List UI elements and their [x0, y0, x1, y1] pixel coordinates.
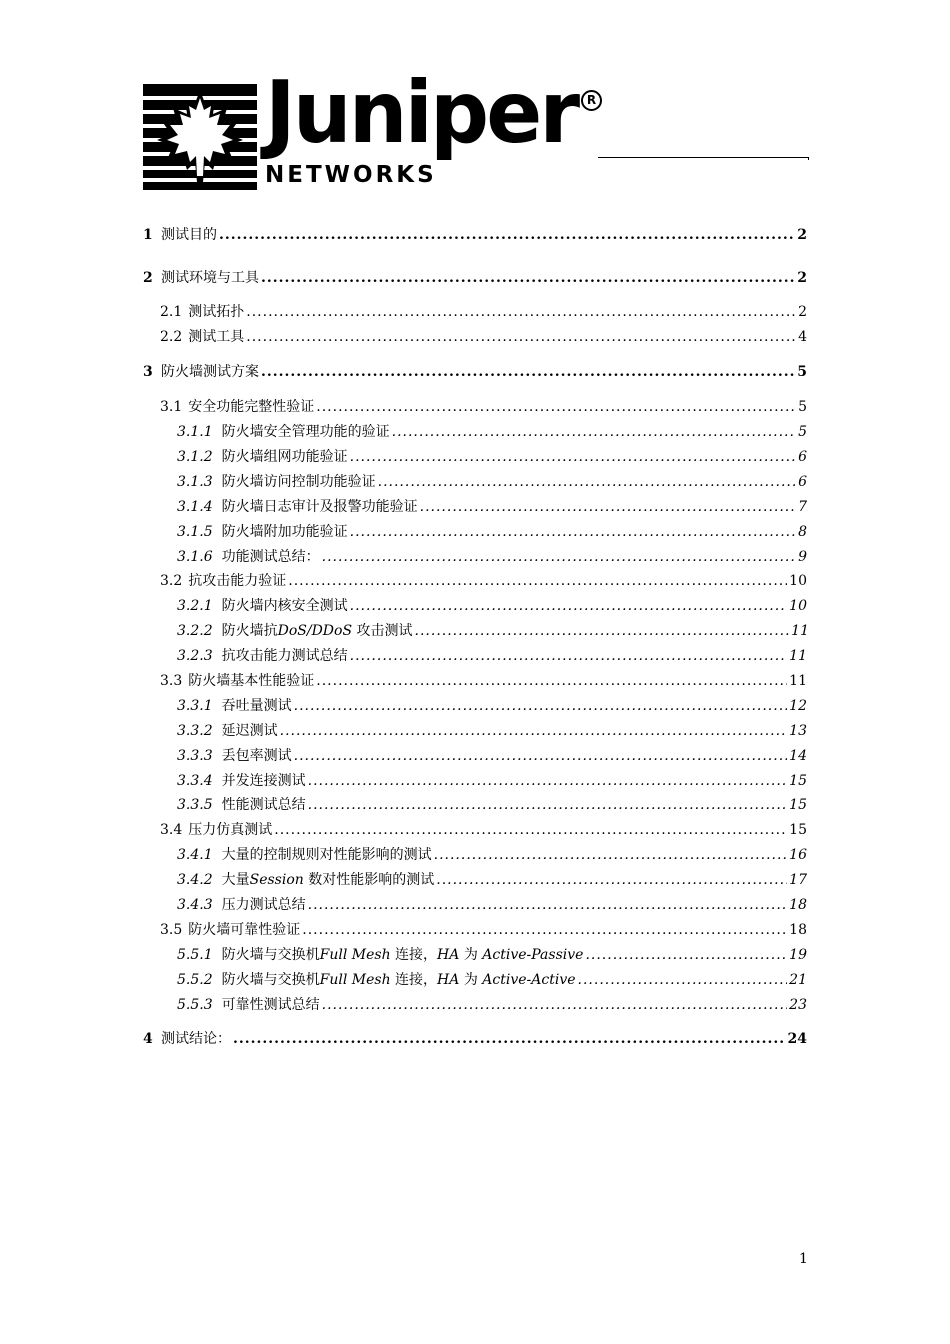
toc-entry-page: 5 — [798, 424, 807, 440]
toc-entry-label: 大量Session 数对性能影响的测试 — [221, 872, 435, 888]
toc-entry-number: 5.5.2 — [177, 972, 213, 988]
toc-entry-label: 测试拓扑 — [188, 304, 245, 320]
toc-leader-dots — [350, 595, 788, 617]
toc-entry-number: 3.1.3 — [177, 474, 213, 490]
toc-entry[interactable] — [160, 326, 807, 348]
toc-entry-page: 11 — [789, 648, 807, 664]
toc-entry-number: 5.5.3 — [177, 997, 213, 1013]
logo-wordmark: Juniper — [265, 63, 578, 163]
toc-entry[interactable] — [177, 869, 807, 891]
toc-entry-page: 2 — [797, 270, 807, 286]
toc-entry[interactable] — [177, 446, 807, 468]
toc-entry-number: 5.5.1 — [177, 947, 213, 963]
toc-entry-label: 可靠性测试总结 — [221, 997, 320, 1013]
toc-entry[interactable] — [177, 894, 807, 916]
toc-entry-label: 防火墙与交换机Full Mesh 连接，HA 为 Active-Active — [221, 972, 576, 988]
toc-entry-page: 6 — [798, 474, 807, 490]
toc-leader-dots — [322, 546, 796, 568]
toc-entry-number: 3.1.4 — [177, 499, 213, 515]
toc-entry-page: 24 — [787, 1031, 807, 1047]
toc-entry-label: 抗攻击能力验证 — [188, 573, 287, 589]
toc-leader-dots — [302, 919, 787, 941]
toc-entry[interactable] — [160, 819, 807, 841]
toc-entry-page: 8 — [798, 524, 807, 540]
toc-entry[interactable] — [143, 224, 807, 246]
toc-entry-label: 防火墙内核安全测试 — [221, 598, 348, 614]
toc-leader-dots — [261, 267, 795, 289]
toc-entry[interactable] — [160, 919, 807, 941]
toc-leader-dots — [316, 670, 787, 692]
toc-entry-number: 3.4.1 — [177, 847, 213, 863]
toc-leader-dots — [322, 994, 788, 1016]
registered-mark-icon: R — [581, 90, 602, 111]
toc-entry-page: 7 — [798, 499, 807, 515]
toc-entry-number: 3.3.3 — [177, 748, 213, 764]
toc-entry-page: 12 — [789, 698, 807, 714]
toc-entry[interactable] — [177, 620, 809, 642]
toc-entry[interactable] — [177, 745, 807, 767]
toc-entry-label: 性能测试总结 — [221, 797, 306, 813]
toc-entry-number: 3.1 — [160, 399, 183, 415]
toc-entry-label: 防火墙附加功能验证 — [221, 524, 348, 540]
leaf-logo-icon — [143, 84, 257, 190]
toc-entry-number: 3.3.4 — [177, 773, 213, 789]
toc-entry[interactable] — [177, 645, 807, 667]
toc-leader-dots — [294, 745, 788, 767]
toc-entry[interactable] — [160, 670, 807, 692]
toc-leader-dots — [219, 224, 795, 246]
toc-entry-page: 2 — [798, 304, 807, 320]
toc-entry-label: 安全功能完整性验证 — [188, 399, 315, 415]
toc-entry-label: 并发连接测试 — [221, 773, 306, 789]
toc-entry-label: 功能测试总结： — [221, 549, 320, 565]
toc-entry-number: 2.1 — [160, 304, 183, 320]
toc-leader-dots — [246, 326, 796, 348]
toc-leader-dots — [392, 421, 796, 443]
toc-entry-page: 18 — [789, 897, 807, 913]
toc-leader-dots — [420, 496, 796, 518]
toc-leader-dots — [288, 570, 787, 592]
toc-entry-page: 11 — [789, 673, 807, 689]
toc-entry[interactable] — [177, 720, 807, 742]
toc-entry-number: 3.2.2 — [177, 623, 213, 639]
toc-leader-dots — [434, 844, 788, 866]
toc-entry-number: 3.4 — [160, 822, 183, 838]
toc-entry[interactable] — [177, 994, 807, 1016]
toc-entry-number: 3.3.5 — [177, 797, 213, 813]
toc-entry-page: 14 — [789, 748, 807, 764]
toc-entry-number: 3.4.3 — [177, 897, 213, 913]
toc-entry[interactable] — [143, 1028, 807, 1050]
toc-entry[interactable] — [177, 496, 807, 518]
toc-entry-label: 吞吐量测试 — [221, 698, 292, 714]
toc-entry[interactable] — [160, 570, 807, 592]
toc-entry-page: 21 — [789, 972, 807, 988]
toc-entry-number: 3.4.2 — [177, 872, 213, 888]
header-rule — [598, 157, 808, 158]
toc-entry-number: 4 — [143, 1031, 153, 1047]
toc-leader-dots — [585, 944, 787, 966]
toc-entry-page: 2 — [797, 227, 807, 243]
toc-entry-number: 1 — [143, 227, 153, 243]
toc-entry[interactable] — [160, 301, 807, 323]
toc-leader-dots — [350, 446, 796, 468]
toc-entry-label: 大量的控制规则对性能影响的测试 — [221, 847, 432, 863]
toc-leader-dots — [378, 471, 796, 493]
toc-leader-dots — [350, 521, 796, 543]
toc-leader-dots — [578, 969, 788, 991]
toc-entry-label: 防火墙测试方案 — [161, 364, 259, 380]
toc-entry-label: 防火墙安全管理功能的验证 — [221, 424, 390, 440]
toc-entry[interactable] — [177, 471, 807, 493]
toc-entry-label: 抗攻击能力测试总结 — [221, 648, 348, 664]
toc-entry-number: 3.2 — [160, 573, 183, 589]
toc-entry[interactable] — [177, 969, 807, 991]
toc-entry-page: 6 — [798, 449, 807, 465]
toc-entry-page: 5 — [798, 399, 807, 415]
toc-leader-dots — [308, 894, 788, 916]
toc-entry-label: 防火墙抗DoS/DDoS 攻击测试 — [221, 623, 413, 639]
toc-entry-label: 测试结论： — [161, 1031, 231, 1047]
toc-entry-number: 2.2 — [160, 329, 183, 345]
toc-leader-dots — [261, 361, 795, 383]
toc-leader-dots — [350, 645, 788, 667]
toc-entry-number: 3.2.3 — [177, 648, 213, 664]
toc-entry-page: 13 — [789, 723, 807, 739]
toc-entry-label: 防火墙可靠性验证 — [188, 922, 301, 938]
page-number: 1 — [799, 1251, 808, 1267]
toc-entry[interactable] — [143, 267, 807, 289]
toc-entry-label: 压力仿真测试 — [188, 822, 273, 838]
toc-entry-label: 防火墙与交换机Full Mesh 连接，HA 为 Active-Passive — [221, 947, 584, 963]
toc-leader-dots — [233, 1028, 786, 1050]
toc-entry-number: 3 — [143, 364, 153, 380]
toc-entry-number: 2 — [143, 270, 153, 286]
toc-leader-dots — [274, 819, 787, 841]
toc-entry-label: 测试目的 — [161, 227, 217, 243]
toc-leader-dots — [316, 396, 796, 418]
toc-entry[interactable] — [177, 794, 807, 816]
toc-entry-page: 15 — [789, 797, 807, 813]
logo-subtitle: NETWORKS — [265, 162, 437, 188]
toc-entry-page: 15 — [789, 773, 807, 789]
toc-entry[interactable] — [160, 396, 807, 418]
toc-entry-label: 测试环境与工具 — [161, 270, 259, 286]
toc-entry-label: 延迟测试 — [221, 723, 278, 739]
toc-entry-page: 4 — [798, 329, 807, 345]
toc-leader-dots — [308, 794, 788, 816]
toc-entry[interactable] — [177, 521, 807, 543]
toc-entry-label: 测试工具 — [188, 329, 245, 345]
toc-entry-label: 丢包率测试 — [221, 748, 292, 764]
toc-entry-number: 3.3.1 — [177, 698, 213, 714]
toc-leader-dots — [415, 620, 790, 642]
header-rule-tick — [808, 157, 809, 160]
toc-entry-number: 3.3 — [160, 673, 183, 689]
toc-entry[interactable] — [177, 421, 807, 443]
toc-entry-label: 防火墙基本性能验证 — [188, 673, 315, 689]
toc-entry[interactable] — [143, 361, 807, 383]
toc-entry-number: 3.5 — [160, 922, 183, 938]
toc-entry-page: 9 — [798, 549, 807, 565]
toc-entry[interactable] — [177, 944, 807, 966]
toc-entry-label: 防火墙访问控制功能验证 — [221, 474, 376, 490]
toc-entry-page: 19 — [789, 947, 807, 963]
toc-entry-page: 18 — [789, 922, 807, 938]
toc-entry-page: 16 — [789, 847, 807, 863]
toc-leader-dots — [436, 869, 787, 891]
toc-entry-page: 10 — [789, 598, 807, 614]
toc-entry-page: 23 — [789, 997, 807, 1013]
juniper-logo — [143, 63, 613, 194]
toc-entry-number: 3.1.1 — [177, 424, 213, 440]
toc-entry-number: 3.3.2 — [177, 723, 213, 739]
toc-entry[interactable] — [177, 695, 807, 717]
toc-entry-number: 3.1.6 — [177, 549, 213, 565]
toc-leader-dots — [294, 695, 788, 717]
toc-entry-label: 防火墙日志审计及报警功能验证 — [221, 499, 418, 515]
toc-entry[interactable] — [177, 595, 807, 617]
toc-entry-number: 3.1.2 — [177, 449, 213, 465]
toc-entry[interactable] — [177, 546, 807, 568]
toc-entry-label: 压力测试总结 — [221, 897, 306, 913]
toc-entry[interactable] — [177, 770, 807, 792]
toc-entry[interactable] — [177, 844, 807, 866]
toc-entry-page: 5 — [797, 364, 807, 380]
toc-entry-label: 防火墙组网功能验证 — [221, 449, 348, 465]
toc-entry-page: 15 — [789, 822, 807, 838]
toc-leader-dots — [308, 770, 788, 792]
toc-leader-dots — [280, 720, 788, 742]
toc-entry-number: 3.2.1 — [177, 598, 213, 614]
toc-entry-number: 3.1.5 — [177, 524, 213, 540]
toc-leader-dots — [246, 301, 796, 323]
toc-entry-page: 17 — [789, 872, 807, 888]
toc-entry-page: 11 — [791, 623, 809, 639]
toc-entry-page: 10 — [789, 573, 807, 589]
